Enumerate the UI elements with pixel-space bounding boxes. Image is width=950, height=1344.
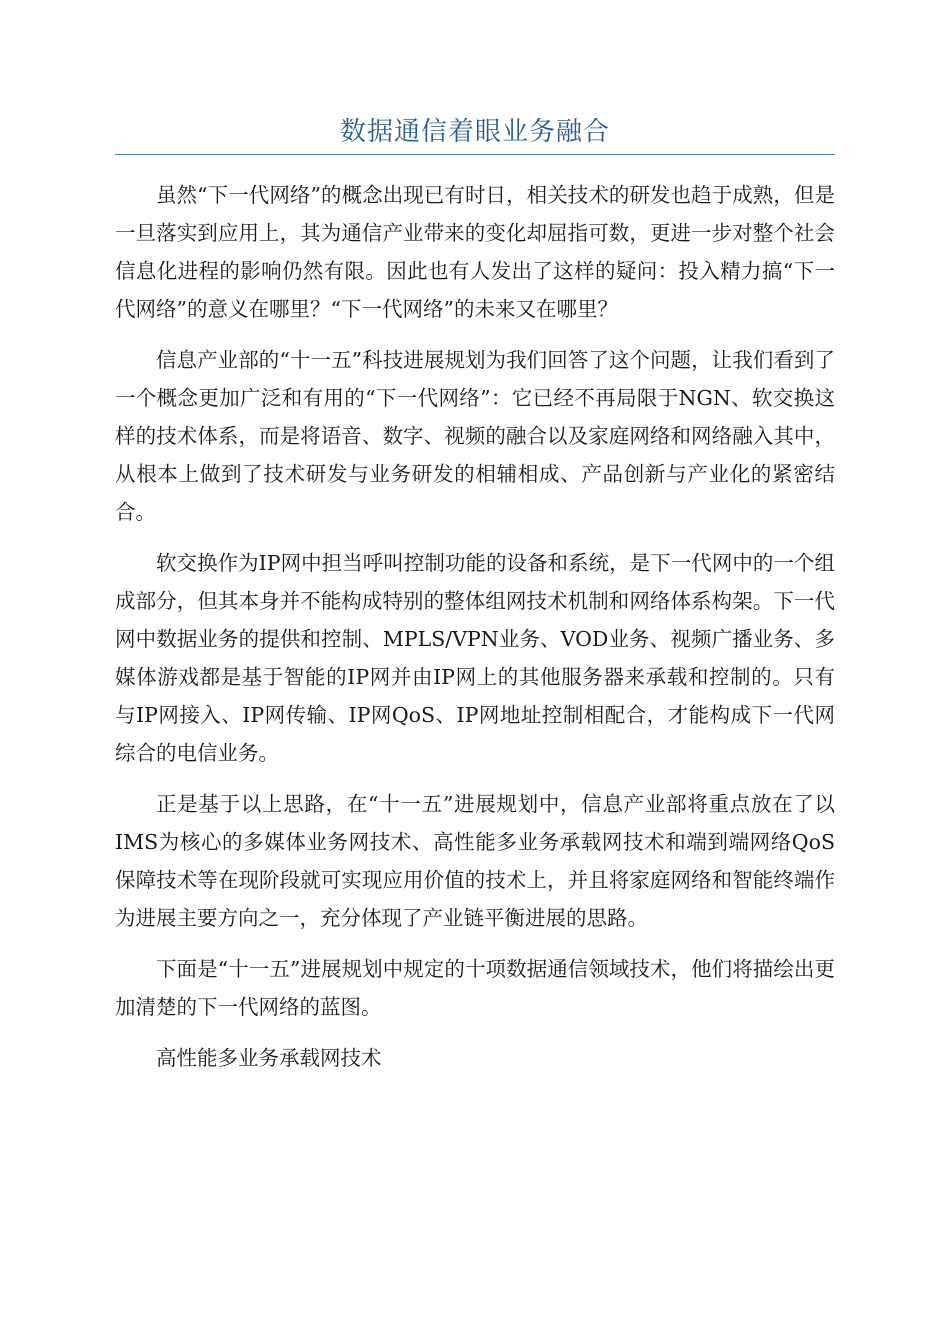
paragraph-4: 正是基于以上思路，在“十一五”进展规划中，信息产业部将重点放在了以IMS为核心的多媒体业务网技术、高性能多业务承载网技术和端到端网络QoS保障技术等在现阶段就可实现应用价值的技术上，并且将家庭网络和智能终端作为进展主要方向之一，充分体现了产业链平衡进展的思路。: [115, 792, 835, 930]
paragraph-1: 虽然“下一代网络”的概念出现已有时日，相关技术的研发也趋于成熟，但是一旦落实到应用上，其为通信产业带来的变化却屈指可数，更进一步对整个社会信息化进程的影响仍然有限。因此也有人发出了这样的疑问：投入精力搞“下一代网络”的意义在哪里？“下一代网络”的未来又在哪里？: [115, 183, 835, 321]
paragraph-3: 软交换作为IP网中担当呼叫控制功能的设备和系统，是下一代网中的一个组成部分，但其本身并不能构成特别的整体组网技术机制和网络体系构架。下一代网中数据业务的提供和控制、MPLS/VPN业务、VOD业务、视频广播业务、多媒体游戏都是基于智能的IP网并由IP网上的其他服务器来承载和控制的。只有与IP网接入、IP网传输、IP网QoS、IP网地址控制相配合，才能构成下一代网综合的电信业务。: [115, 551, 835, 765]
document-body: [115, 176, 835, 1090]
document-title: 数据通信着眼业务融合: [339, 117, 610, 147]
paragraph-5: 下面是“十一五”进展规划中规定的十项数据通信领域技术，他们将描绘出更加清楚的下一代网络的蓝图。: [115, 957, 835, 1019]
paragraph-2: 信息产业部的“十一五”科技进展规划为我们回答了这个问题，让我们看到了一个概念更加广泛和有用的“下一代网络”：它已经不再局限于NGN、软交换这样的技术体系，而是将语音、数字、视频的融合以及家庭网络和网络融入其中，从根本上做到了技术研发与业务研发的相辅相成、产品创新与产业化的紧密结合。: [115, 348, 835, 524]
section-heading: 高性能多业务承载网技术: [156, 1046, 382, 1070]
title-underline: [115, 154, 835, 155]
